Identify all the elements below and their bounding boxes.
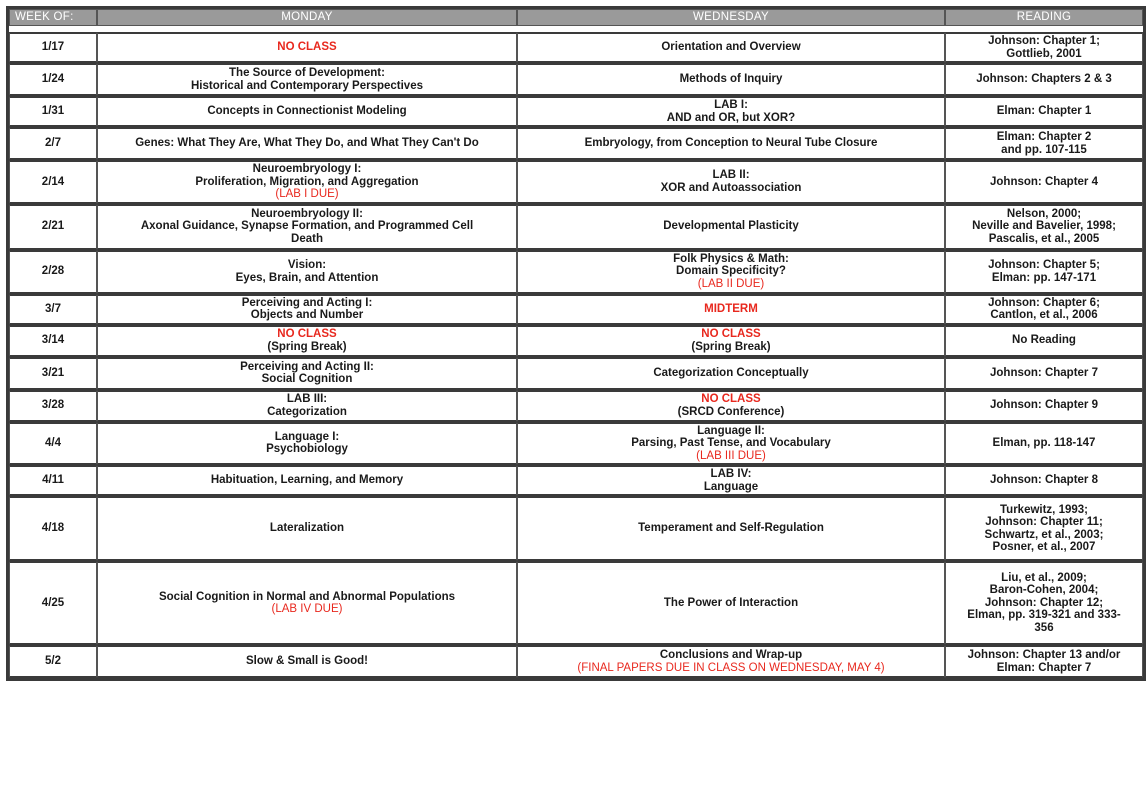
cell-text: Objects and Number (250, 309, 364, 321)
cell-text: XOR and Autoassociation (660, 181, 802, 194)
cell-text: Elman: Chapter 2 (996, 131, 1092, 143)
monday-cell (97, 357, 517, 390)
schedule-row (9, 465, 1143, 496)
reading-cell (945, 465, 1143, 496)
cell-text: LAB III: (286, 393, 328, 405)
week-cell: 3/28 (9, 390, 97, 422)
wednesday-cell (517, 63, 945, 96)
highlight-text: MIDTERM (704, 302, 758, 315)
schedule-row (9, 357, 1143, 390)
cell-text: Johnson: Chapters 2 & 3 (976, 73, 1112, 86)
cell-text: 356 (1034, 621, 1054, 634)
monday-cell (97, 645, 517, 678)
week-cell: 4/18 (9, 496, 97, 561)
week-cell: 4/25 (9, 561, 97, 645)
wednesday-cell (517, 645, 945, 678)
wednesday-cell (517, 357, 945, 390)
cell-text: Pascalis, et al., 2005 (988, 232, 1100, 245)
cell-text: Johnson: Chapter 4 (990, 175, 1098, 188)
wednesday-cell (517, 250, 945, 294)
cell-text: Johnson: Chapter 8 (990, 474, 1098, 487)
cell-text: Social Cognition (261, 373, 353, 385)
cell-text: Developmental Plasticity (663, 220, 799, 233)
schedule-row (9, 160, 1143, 204)
wednesday-cell (517, 96, 945, 127)
cell-text: Johnson: Chapter 9 (990, 399, 1098, 412)
monday-cell (97, 496, 517, 561)
cell-text: (Spring Break) (267, 340, 347, 353)
reading-cell (945, 96, 1143, 127)
schedule-row (9, 294, 1143, 325)
reading-cell (945, 294, 1143, 325)
cell-text: Posner, et al., 2007 (992, 541, 1096, 553)
cell-text: Folk Physics & Math: (673, 252, 789, 265)
cell-text: Gottlieb, 2001 (1006, 47, 1082, 60)
week-cell: 4/11 (9, 465, 97, 496)
schedule-row (9, 96, 1143, 127)
cell-text: No Reading (1012, 334, 1076, 347)
cell-text: Orientation and Overview (661, 41, 801, 54)
cell-text: and pp. 107-115 (1001, 143, 1087, 156)
monday-cell (97, 294, 517, 325)
cell-text: Historical and Contemporary Perspectives (191, 79, 423, 92)
monday-cell (97, 390, 517, 422)
header-week: WEEK OF: (9, 9, 97, 26)
cell-text: Baron-Cohen, 2004; (989, 584, 1099, 597)
monday-cell (97, 127, 517, 160)
schedule-row (9, 325, 1143, 357)
cell-text: Neuroembryology II: (251, 207, 363, 220)
cell-text: Johnson: Chapter 12; (984, 596, 1104, 609)
monday-cell (97, 96, 517, 127)
wednesday-cell (517, 160, 945, 204)
cell-text: Slow & Small is Good! (245, 655, 369, 668)
week-cell: 4/4 (9, 422, 97, 466)
cell-text: Elman: Chapter 7 (996, 661, 1092, 674)
wednesday-cell (517, 204, 945, 250)
highlight-text: NO CLASS (701, 393, 761, 405)
cell-text: Elman, pp. 319-321 and 333- (967, 609, 1121, 622)
cell-text: Habituation, Learning, and Memory (210, 474, 404, 487)
reading-cell (945, 250, 1143, 294)
cell-text: Elman: pp. 147-171 (991, 271, 1097, 284)
cell-text: LAB II: (712, 169, 750, 182)
monday-cell (97, 32, 517, 63)
reading-cell (945, 32, 1143, 63)
cell-text: AND and OR, but XOR? (666, 111, 796, 124)
week-cell: 3/14 (9, 325, 97, 357)
highlight-text: NO CLASS (701, 328, 761, 340)
cell-text: Temperament and Self-Regulation (638, 522, 824, 535)
wednesday-cell (517, 422, 945, 466)
cell-text: Proliferation, Migration, and Aggregation (195, 175, 419, 188)
cell-text: Social Cognition in Normal and Abnormal Populations (158, 590, 456, 603)
week-cell: 2/21 (9, 204, 97, 250)
monday-cell (97, 204, 517, 250)
schedule-body (9, 32, 1143, 678)
cell-text: Language (703, 480, 759, 493)
cell-text: Eyes, Brain, and Attention (235, 271, 379, 284)
schedule-row (9, 561, 1143, 645)
monday-cell (97, 422, 517, 466)
cell-text: Elman, pp. 118-147 (992, 437, 1096, 449)
reading-cell (945, 496, 1143, 561)
reading-cell (945, 561, 1143, 645)
cell-text: Liu, et al., 2009; (1001, 571, 1087, 584)
week-cell: 2/14 (9, 160, 97, 204)
highlight-text: (LAB III DUE) (696, 449, 766, 462)
cell-text: Axonal Guidance, Synapse Formation, and Programmed Cell (140, 220, 474, 233)
week-cell: 1/31 (9, 96, 97, 127)
schedule-row (9, 645, 1143, 678)
cell-text: (Spring Break) (691, 340, 771, 353)
schedule-row (9, 32, 1143, 63)
cell-text: The Source of Development: (229, 67, 385, 79)
schedule-row (9, 390, 1143, 422)
schedule-row (9, 127, 1143, 160)
reading-cell (945, 325, 1143, 357)
monday-cell (97, 465, 517, 496)
cell-text: Lateralization (269, 522, 345, 535)
wednesday-cell (517, 127, 945, 160)
monday-cell (97, 325, 517, 357)
cell-text: LAB IV: (710, 468, 752, 480)
cell-text: Vision: (287, 259, 327, 271)
cell-text: Johnson: Chapter 1; (988, 35, 1100, 47)
monday-cell (97, 250, 517, 294)
week-cell: 2/7 (9, 127, 97, 160)
week-cell: 1/17 (9, 32, 97, 63)
wednesday-cell (517, 32, 945, 63)
cell-text: LAB I: (714, 99, 748, 111)
wednesday-cell (517, 561, 945, 645)
reading-cell (945, 127, 1143, 160)
cell-text: Nelson, 2000; (1006, 207, 1082, 220)
schedule-row (9, 250, 1143, 294)
cell-text: Categorization Conceptually (653, 366, 809, 379)
wednesday-cell (517, 465, 945, 496)
cell-text: Johnson: Chapter 6; (988, 296, 1100, 309)
header-reading: READING (945, 9, 1143, 26)
cell-text: Domain Specificity? (676, 265, 786, 278)
highlight-text: NO CLASS (277, 328, 337, 340)
cell-text: Elman: Chapter 1 (996, 105, 1092, 118)
schedule-container (6, 6, 1140, 681)
cell-text: Death (291, 232, 323, 245)
schedule-row (9, 422, 1143, 466)
cell-text: Johnson: Chapter 11; (985, 516, 1103, 528)
header-wednesday: WEDNESDAY (517, 9, 945, 26)
reading-cell (945, 63, 1143, 96)
reading-cell (945, 422, 1143, 466)
cell-text: Parsing, Past Tense, and Vocabulary (631, 437, 831, 449)
schedule-table (6, 6, 1146, 681)
highlight-text: (LAB IV DUE) (271, 603, 343, 615)
wednesday-cell (517, 390, 945, 422)
cell-text: Johnson: Chapter 13 and/or (967, 649, 1121, 661)
wednesday-cell (517, 294, 945, 325)
week-cell: 2/28 (9, 250, 97, 294)
reading-cell (945, 204, 1143, 250)
schedule-row (9, 496, 1143, 561)
cell-text: Language I: (274, 430, 340, 443)
highlight-text: (LAB II DUE) (697, 277, 765, 290)
cell-text: Cantlon, et al., 2006 (990, 309, 1098, 321)
week-cell: 5/2 (9, 645, 97, 678)
cell-text: Methods of Inquiry (679, 73, 783, 86)
cell-text: Neuroembryology I: (252, 163, 362, 175)
cell-text: The Power of Interaction (663, 596, 799, 609)
cell-text: (SRCD Conference) (677, 405, 785, 418)
cell-text: Turkewitz, 1993; (1000, 503, 1088, 516)
reading-cell (945, 357, 1143, 390)
week-cell: 3/21 (9, 357, 97, 390)
cell-text: Perceiving and Acting I: (241, 296, 373, 309)
header-monday: MONDAY (97, 9, 517, 26)
cell-text: Johnson: Chapter 7 (990, 366, 1098, 379)
reading-cell (945, 390, 1143, 422)
highlight-text: (LAB I DUE) (275, 188, 339, 200)
week-cell: 3/7 (9, 294, 97, 325)
cell-text: Schwartz, et al., 2003; (984, 528, 1104, 541)
cell-text: Concepts in Connectionist Modeling (207, 105, 407, 118)
week-cell: 1/24 (9, 63, 97, 96)
schedule-row (9, 63, 1143, 96)
cell-text: Neville and Bavelier, 1998; (972, 220, 1116, 233)
cell-text: Perceiving and Acting II: (240, 360, 374, 373)
cell-text: Genes: What They Are, What They Do, and What They Can't Do (135, 137, 479, 150)
cell-text: Language II: (697, 424, 765, 437)
monday-cell (97, 63, 517, 96)
monday-cell (97, 160, 517, 204)
schedule-row (9, 204, 1143, 250)
highlight-text: (FINAL PAPERS DUE IN CLASS ON WEDNESDAY, MAY 4) (577, 661, 885, 674)
monday-cell (97, 561, 517, 645)
highlight-text: NO CLASS (277, 41, 337, 54)
cell-text: Embryology, from Conception to Neural Tube Closure (584, 137, 878, 150)
wednesday-cell (517, 325, 945, 357)
cell-text: Categorization (267, 405, 347, 418)
reading-cell (945, 645, 1143, 678)
cell-text: Johnson: Chapter 5; (988, 259, 1100, 271)
cell-text: Conclusions and Wrap-up (659, 649, 803, 661)
reading-cell (945, 160, 1143, 204)
cell-text: Psychobiology (266, 443, 348, 456)
wednesday-cell (517, 496, 945, 561)
header-row (9, 9, 1143, 26)
